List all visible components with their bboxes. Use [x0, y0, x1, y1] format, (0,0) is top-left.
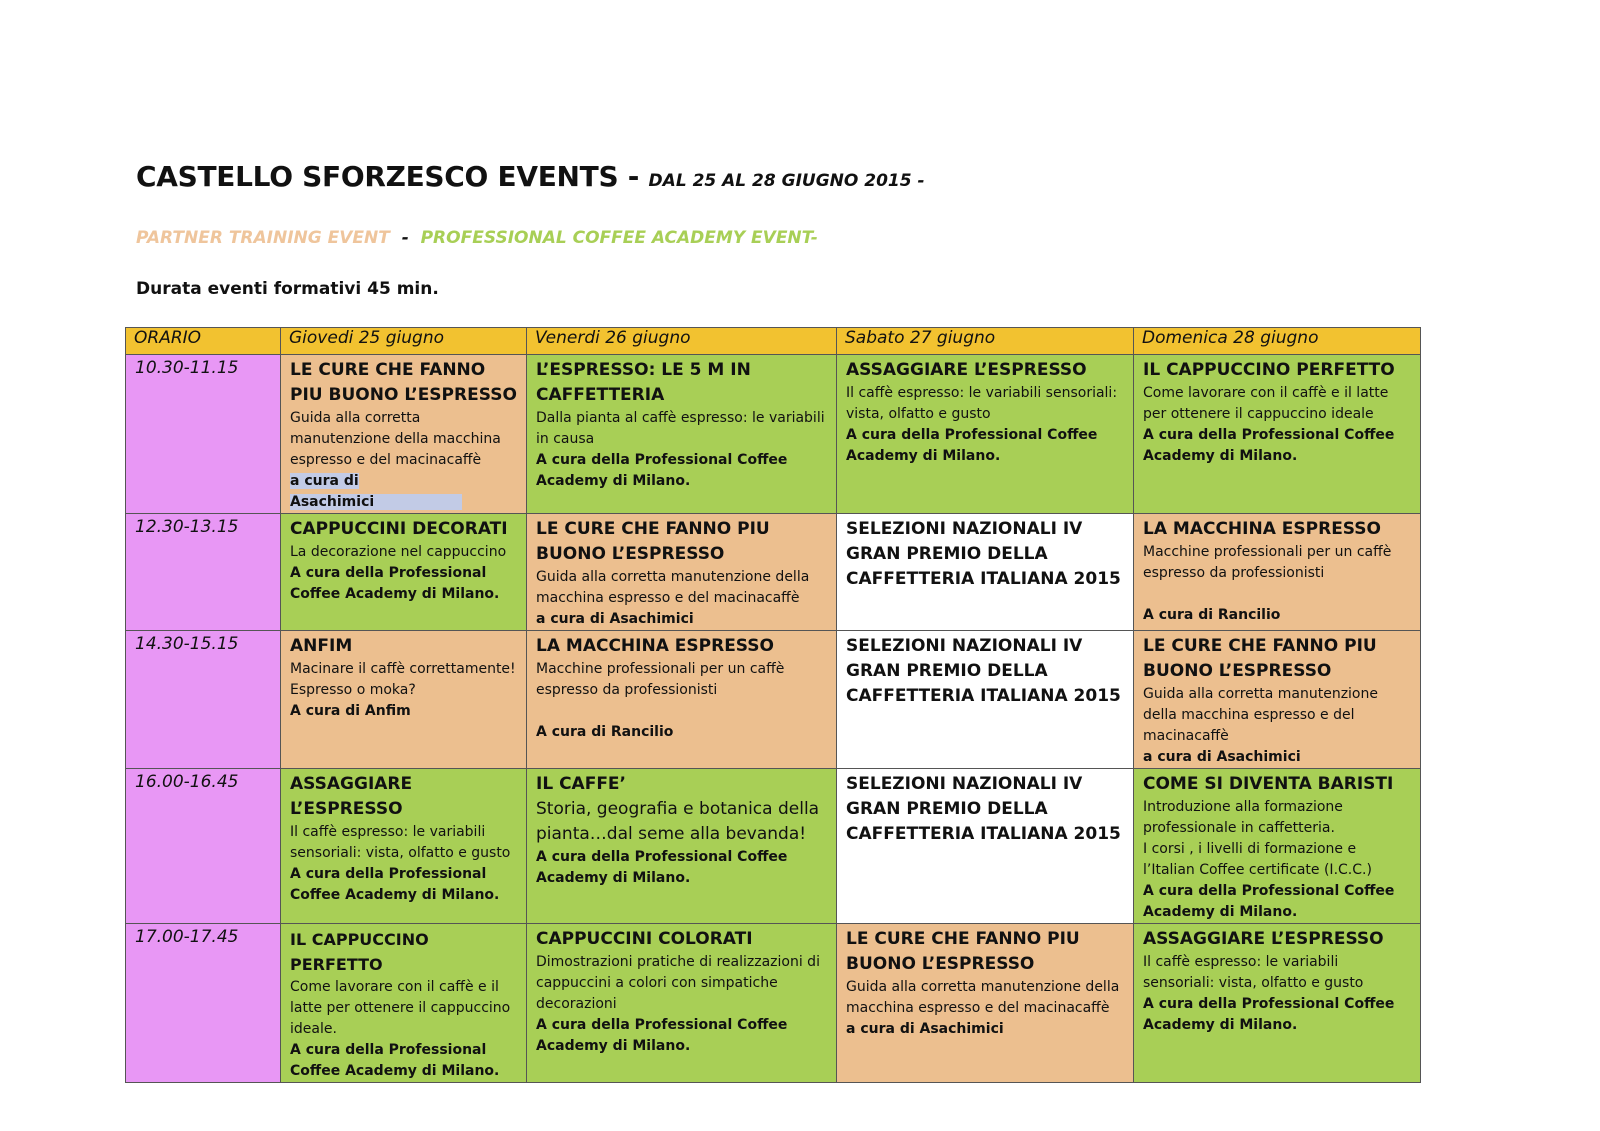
duration-note: Durata eventi formativi 45 min.: [136, 279, 439, 299]
event-description: Il caffè espresso: le variabili sensoriali: vista, olfatto e gusto: [1143, 954, 1364, 991]
event-title: ASSAGGIARE L’ESPRESSO: [1143, 929, 1384, 949]
event-title: SELEZIONI NAZIONALI IV GRAN PREMIO DELLA CAFFETTERIA ITALIANA 2015: [846, 519, 1121, 589]
event-description: Guida alla corretta manutenzione della macchina espresso e del macinacaffè: [1143, 686, 1378, 744]
schedule-table: [125, 327, 1421, 1083]
event-legend: [136, 228, 818, 248]
event-organizer: A cura della Professional Coffee Academy di Milano.: [536, 452, 788, 489]
title-dates: DAL 25 AL 28 GIUGNO 2015: [648, 171, 912, 191]
event-organizer: A cura della Professional Coffee Academy di Milano.: [1143, 996, 1395, 1033]
event-organizer: a cura di Asachimici: [1143, 749, 1301, 765]
document-title: [136, 160, 925, 193]
event-cell: [1134, 514, 1421, 631]
event-cell: [837, 924, 1134, 1083]
column-header-thursday: Giovedi 25 giugno: [281, 328, 527, 355]
column-header-sunday: Domenica 28 giugno: [1134, 328, 1421, 355]
event-description-extra: I corsi , i livelli di formazione e l’Italian Coffee certificate (I.C.C.): [1143, 841, 1372, 878]
event-title: LE CURE CHE FANNO PIU BUONO L’ESPRESSO: [846, 929, 1080, 974]
event-title: L’ESPRESSO: LE 5 M IN CAFFETTERIA: [536, 360, 751, 405]
event-cell: [837, 769, 1134, 924]
event-description-extra: Espresso o moka?: [290, 682, 416, 698]
event-description: Macchine professionali per un caffè espresso da professionisti: [536, 661, 785, 698]
event-cell: [527, 924, 837, 1083]
table-row: [126, 514, 1421, 631]
event-organizer: A cura di Rancilio: [1143, 607, 1281, 623]
event-cell: [1134, 355, 1421, 514]
column-header-time: ORARIO: [126, 328, 281, 355]
event-title: LE CURE CHE FANNO PIU BUONO L’ESPRESSO: [290, 360, 517, 405]
event-organizer: A cura della Professional Coffee Academy di Milano.: [290, 866, 500, 903]
event-title: SELEZIONI NAZIONALI IV GRAN PREMIO DELLA CAFFETTERIA ITALIANA 2015: [846, 774, 1121, 844]
event-title: ASSAGGIARE L’ESPRESSO: [846, 360, 1087, 380]
event-description: Dalla pianta al caffè espresso: le variabili in causa: [536, 410, 825, 447]
event-cell: [1134, 924, 1421, 1083]
event-cell: [837, 514, 1134, 631]
event-title: IL CAPPUCCINO PERFETTO: [290, 930, 429, 974]
time-slot: 12.30-13.15: [126, 514, 281, 631]
event-cell: [837, 355, 1134, 514]
time-slot: 17.00-17.45: [126, 924, 281, 1083]
table-row: [126, 924, 1421, 1083]
event-organizer: A cura della Professional Coffee Academy di Milano.: [846, 427, 1098, 464]
time-slot: 10.30-11.15: [126, 355, 281, 514]
table-row: [126, 769, 1421, 924]
event-description: Macchine professionali per un caffè espresso da professionisti: [1143, 544, 1392, 581]
event-organizer: [290, 471, 518, 513]
event-title: SELEZIONI NAZIONALI IV GRAN PREMIO DELLA CAFFETTERIA ITALIANA 2015: [846, 636, 1121, 706]
event-description: Il caffè espresso: le variabili sensoriali: vista, olfatto e gusto: [290, 824, 511, 861]
event-title: IL CAFFE’: [536, 774, 627, 794]
event-cell: [527, 514, 837, 631]
event-description: Guida alla corretta manutenzione della macchina espresso e del macinacaffè: [846, 979, 1120, 1016]
event-cell: [1134, 631, 1421, 769]
event-organizer: A cura di Rancilio: [536, 724, 674, 740]
event-organizer: A cura di Anfim: [290, 703, 411, 719]
table-row: [126, 355, 1421, 514]
event-cell: [527, 631, 837, 769]
event-description: Guida alla corretta manutenzione della macchina espresso e del macinacaffè: [290, 410, 501, 468]
event-organizer: A cura della Professional Coffee Academy di Milano.: [536, 1017, 788, 1054]
title-dates-tail: -: [911, 171, 925, 191]
title-main: CASTELLO SFORZESCO EVENTS: [136, 160, 619, 193]
event-title: CAPPUCCINI COLORATI: [536, 929, 753, 949]
event-description: Guida alla corretta manutenzione della macchina espresso e del macinacaffè: [536, 569, 810, 606]
legend-separator: -: [389, 228, 421, 248]
event-description: Come lavorare con il caffè e il latte per ottenere il cappuccino ideale: [1143, 385, 1389, 422]
event-description: Come lavorare con il caffè e il latte per ottenere il cappuccino ideale.: [290, 979, 511, 1037]
event-title: CAPPUCCINI DECORATI: [290, 519, 508, 539]
event-organizer: A cura della Professional Coffee Academy di Milano.: [536, 849, 788, 886]
event-organizer: A cura della Professional Coffee Academy di Milano.: [1143, 427, 1395, 464]
table-header-row: [126, 328, 1421, 355]
spacer: [1143, 584, 1412, 605]
event-title: IL CAPPUCCINO PERFETTO: [1143, 360, 1395, 380]
event-description: La decorazione nel cappuccino: [290, 544, 507, 560]
event-title: LA MACCHINA ESPRESSO: [536, 636, 774, 656]
event-cell: [527, 769, 837, 924]
event-title: LE CURE CHE FANNO PIU BUONO L’ESPRESSO: [1143, 636, 1377, 681]
event-title: ASSAGGIARE L’ESPRESSO: [290, 774, 413, 819]
event-organizer: a cura di Asachimici: [536, 611, 694, 627]
event-description: Il caffè espresso: le variabili sensoriali: vista, olfatto e gusto: [846, 385, 1118, 422]
event-cell: [281, 355, 527, 514]
event-description: Storia, geografia e botanica della pianta…dal seme alla bevanda!: [536, 799, 820, 844]
column-header-friday: Venerdi 26 giugno: [527, 328, 837, 355]
event-description: Macinare il caffè correttamente!: [290, 661, 516, 677]
event-cell: [1134, 769, 1421, 924]
event-title: COME SI DIVENTA BARISTI: [1143, 774, 1394, 794]
event-title: LE CURE CHE FANNO PIU BUONO L’ESPRESSO: [536, 519, 770, 564]
event-title: LA MACCHINA ESPRESSO: [1143, 519, 1381, 539]
event-organizer: A cura della Professional Coffee Academy di Milano.: [1143, 883, 1395, 920]
column-header-saturday: Sabato 27 giugno: [837, 328, 1134, 355]
spacer: [536, 701, 828, 722]
event-cell: [281, 514, 527, 631]
event-organizer: a cura di Asachimici: [846, 1021, 1004, 1037]
legend-academy: PROFESSIONAL COFFEE ACADEMY EVENT-: [420, 228, 818, 248]
time-slot: 14.30-15.15: [126, 631, 281, 769]
table-row: [126, 631, 1421, 769]
event-cell: [837, 631, 1134, 769]
time-slot: 16.00-16.45: [126, 769, 281, 924]
event-description: Introduzione alla formazione professionale in caffetteria.: [1143, 799, 1343, 836]
event-cell: [281, 924, 527, 1083]
event-cell: [527, 355, 837, 514]
event-description: Dimostrazioni pratiche di realizzazioni di cappuccini a colori con simpatiche decorazioni: [536, 954, 820, 1012]
event-organizer: A cura della Professional Coffee Academy di Milano.: [290, 565, 500, 602]
legend-partner: PARTNER TRAINING EVENT: [136, 228, 390, 248]
event-organizer-text: a cura di Asachimici: [290, 473, 462, 510]
title-separator: -: [618, 160, 649, 193]
event-cell: [281, 769, 527, 924]
event-organizer: A cura della Professional Coffee Academy di Milano.: [290, 1042, 500, 1079]
event-title: ANFIM: [290, 636, 353, 656]
event-cell: [281, 631, 527, 769]
